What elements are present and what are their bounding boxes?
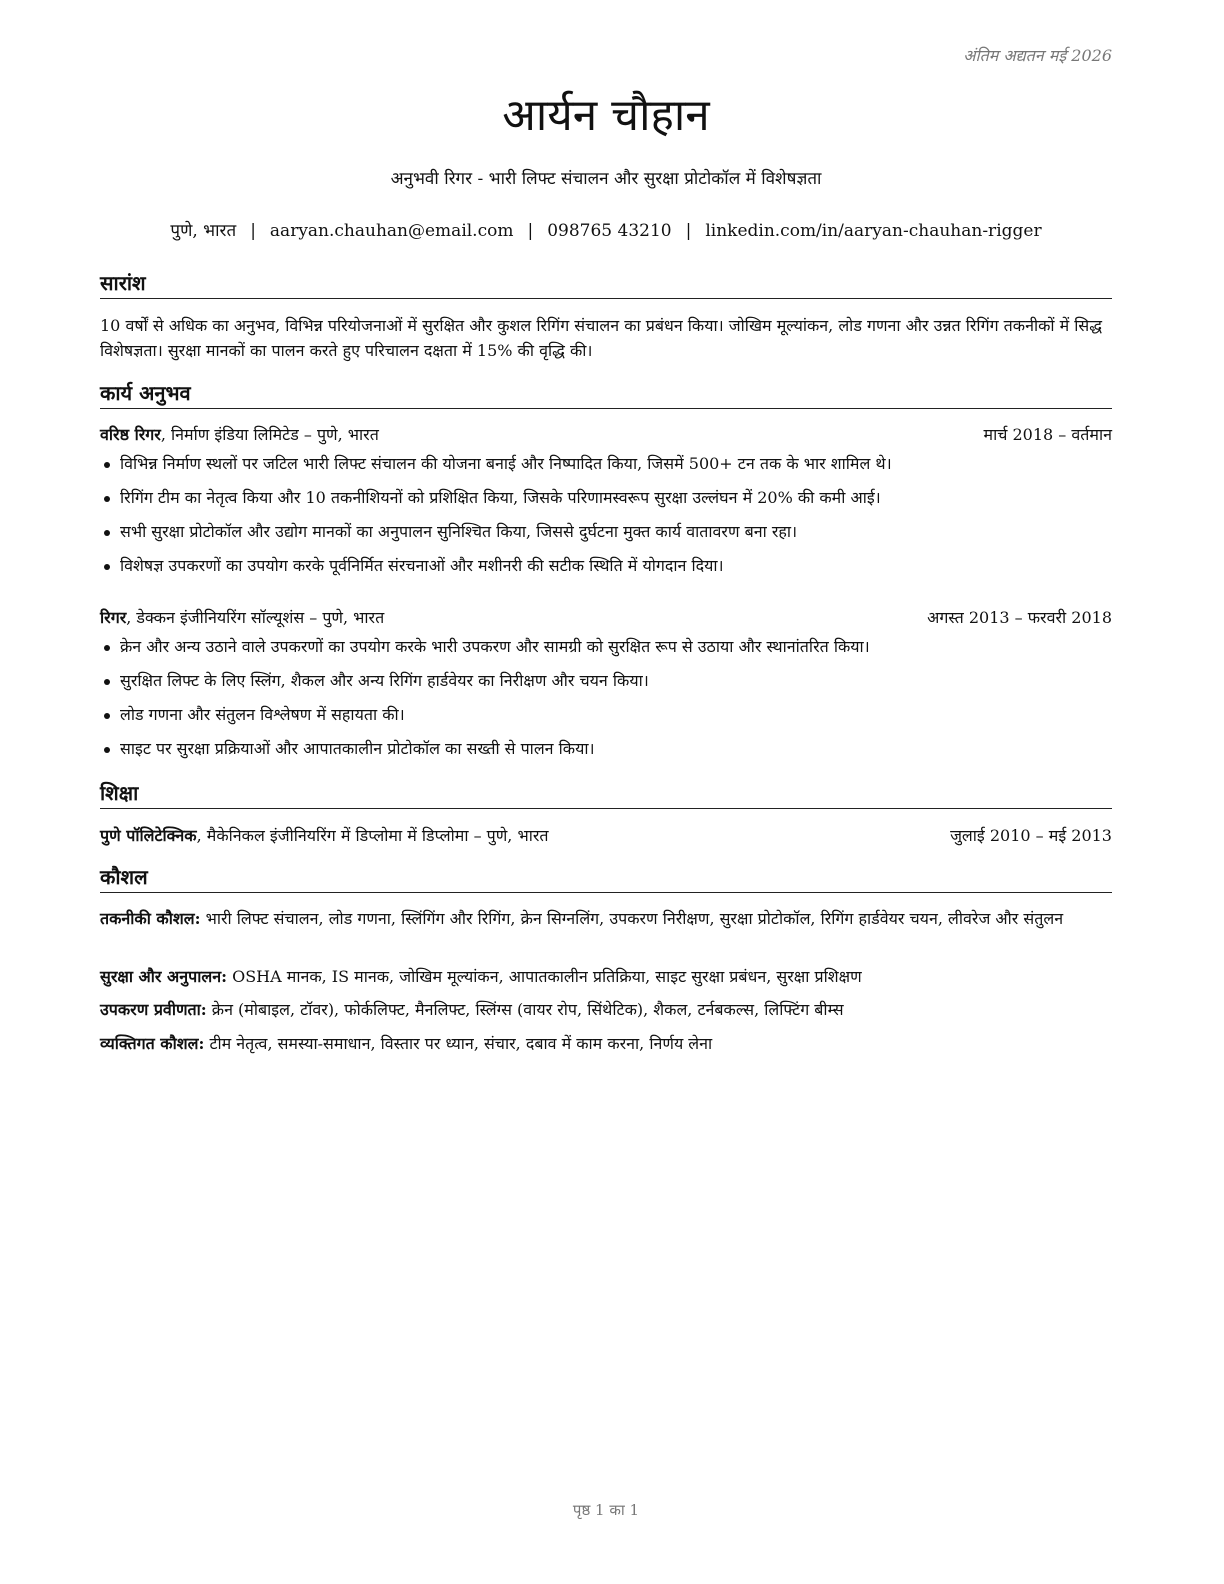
job-dates: अगस्त 2013 – फरवरी 2018 [927, 608, 1112, 627]
skill-line-personal [100, 1032, 1112, 1056]
education-dates: जुलाई 2010 – मई 2013 [950, 826, 1112, 845]
contact-phone: 098765 43210 [547, 221, 672, 241]
skill-text: क्रेन (मोबाइल, टॉवर), फोर्कलिफ्ट, मैनलिफ्ट, स्लिंग्स (वायर रोप, सिंथेटिक), शैकल, टर्नबकल्स, लिफ्टिंग बीम्स [206, 1000, 844, 1019]
contact-email[interactable]: aaryan.chauhan@email.com [269, 221, 514, 241]
job-dates: मार्च 2018 – वर्तमान [983, 425, 1112, 444]
job-bullet: साइट पर सुरक्षा प्रक्रियाओं और आपातकालीन प्रोटोकॉल का सख्ती से पालन किया। [100, 737, 1112, 771]
skill-label: उपकरण प्रवीणता: [100, 1000, 207, 1019]
page-number: पृष्ठ 1 का 1 [572, 1501, 640, 1519]
last-updated-label: अंतिम अद्यतन मई 2026 [963, 46, 1112, 65]
skill-text: टीम नेतृत्व, समस्या-समाधान, विस्तार पर ध्यान, संचार, दबाव में काम करना, निर्णय लेना [204, 1034, 713, 1053]
headline: अनुभवी रिगर - भारी लिफ्ट संचालन और सुरक्षा प्रोटोकॉल में विशेषज्ञता [390, 169, 822, 189]
education-institution-detail [100, 824, 549, 848]
skill-label: तकनीकी कौशल: [100, 909, 201, 928]
skill-line-safety [100, 965, 1112, 989]
job-bullet: विभिन्न निर्माण स्थलों पर जटिल भारी लिफ्ट संचालन की योजना बनाई और निष्पादित किया, जिसमें 500+ टन तक के भार शामिल थे। [100, 452, 1112, 486]
section-title-education: शिक्षा [100, 780, 1112, 809]
education-detail: , मैकेनिकल इंजीनियरिंग में डिप्लोमा में डिप्लोमा – पुणे, भारत [196, 826, 549, 845]
summary-text: 10 वर्षों से अधिक का अनुभव, विभिन्न परियोजनाओं में सुरक्षित और कुशल रिगिंग संचालन का प्रबंधन किया। जोखिम मूल्यांकन, लोड गणना और उन्नत रिगिंग तकनीकों में सिद्ध विशेषज्ञता। सुरक्षा मानकों का पालन करते हुए परिचालन दक्षता में 15% की वृद्धि की। [100, 316, 1103, 360]
section-title-summary: सारांश [100, 270, 1112, 299]
job-bullets [100, 635, 1112, 771]
job-title-company [100, 606, 384, 630]
contact-separator: | [527, 221, 534, 241]
contact-line [100, 219, 1112, 243]
job-bullet: रिगिंग टीम का नेतृत्व किया और 10 तकनीशियनों को प्रशिक्षित किया, जिसके परिणामस्वरूप सुरक्षा उल्लंघन में 20% की कमी आई। [100, 486, 1112, 520]
education-institution: पुणे पॉलिटेक्निक [100, 826, 197, 845]
job-bullets [100, 452, 1112, 588]
section-title-experience: कार्य अनुभव [100, 380, 1112, 409]
job-bullet: विशेषज्ञ उपकरणों का उपयोग करके पूर्वनिर्मित संरचनाओं और मशीनरी की सटीक स्थिति में योगदान दिया। [100, 554, 1112, 588]
job-bullet: सुरक्षित लिफ्ट के लिए स्लिंग, शैकल और अन्य रिगिंग हार्डवेयर का निरीक्षण और चयन किया। [100, 669, 1112, 703]
contact-separator: | [685, 221, 692, 241]
resume-page [100, 0, 1112, 1584]
skill-label: व्यक्तिगत कौशल: [100, 1034, 205, 1053]
skill-text: OSHA मानक, IS मानक, जोखिम मूल्यांकन, आपातकालीन प्रतिक्रिया, साइट सुरक्षा प्रबंधन, सुरक्षा प्रशिक्षण [227, 967, 862, 986]
job-bullet: लोड गणना और संतुलन विश्लेषण में सहायता की। [100, 703, 1112, 737]
skill-line-equipment [100, 998, 1112, 1022]
job-header [100, 423, 1112, 447]
job-header [100, 606, 1112, 630]
job-role: रिगर [100, 608, 127, 627]
job-bullet: क्रेन और अन्य उठाने वाले उपकरणों का उपयोग करके भारी उपकरण और सामग्री को सुरक्षित रूप से उठाया और स्थानांतरित किया। [100, 635, 1112, 669]
job-title-company [100, 423, 379, 447]
contact-separator: | [250, 221, 256, 241]
skill-label: सुरक्षा और अनुपालन: [100, 967, 227, 986]
education-entry [100, 824, 1112, 848]
job-role: वरिष्ठ रिगर [100, 425, 161, 444]
contact-linkedin[interactable]: linkedin.com/in/aaryan-chauhan-rigger [705, 221, 1042, 241]
section-title-skills: कौशल [100, 864, 1112, 893]
skill-line-technical [100, 907, 1112, 931]
job-company: , डेक्कन इंजीनियरिंग सॉल्यूशंस – पुणे, भारत [126, 608, 385, 627]
skill-text: भारी लिफ्ट संचालन, लोड गणना, स्लिंगिंग और रिगिंग, क्रेन सिग्नलिंग, उपकरण निरीक्षण, सुरक्षा प्रोटोकॉल, रिगिंग हार्डवेयर चयन, लीवरेज और संतुलन [200, 909, 1064, 928]
contact-location: पुणे, भारत [170, 221, 237, 241]
job-company: , निर्माण इंडिया लिमिटेड – पुणे, भारत [160, 425, 379, 444]
job-bullet: सभी सुरक्षा प्रोटोकॉल और उद्योग मानकों का अनुपालन सुनिश्चित किया, जिससे दुर्घटना मुक्त कार्य वातावरण बना रहा। [100, 520, 1112, 554]
candidate-name: आर्यन चौहान [502, 90, 710, 141]
